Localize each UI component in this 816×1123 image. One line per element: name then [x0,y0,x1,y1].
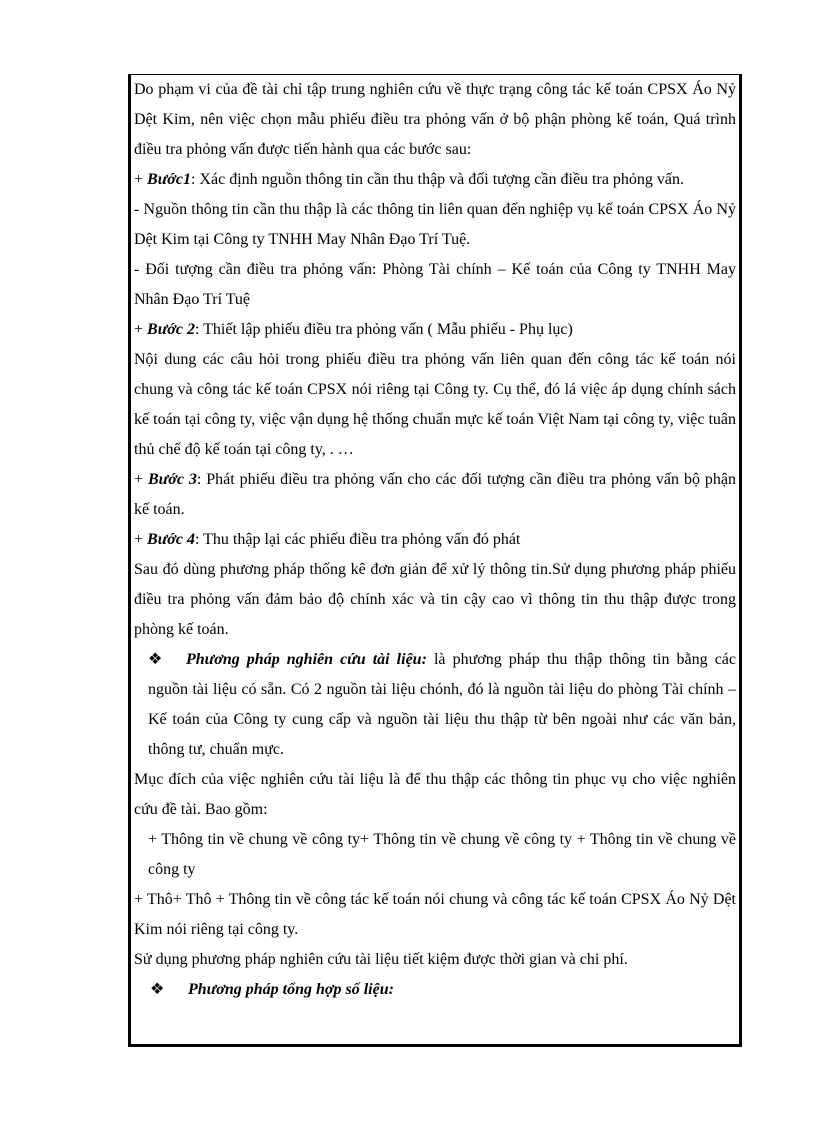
method-docs-text: là phương pháp thu thập thông tin bằng các nguồn tài liệu có sẵn. Có 2 nguồn tài liệu chónh, đó là nguồn tài liệu do phòng Tài chính – Kế toán của Công ty cung cấp và nguồn tài liệu thu thập từ bên ngoài như các văn bản, thông tư, chuẩn mực. [148,651,737,758]
step-2-prefix: + [134,321,148,338]
step-4-prefix: + [134,531,148,548]
step-3-label: Bước 3 [147,471,197,488]
content-paragraph: Nội dung các câu hỏi trong phiếu điều tra phỏng vấn liên quan đến công tác kế toán nói chung và công tác kế toán CPSX nói riêng tại Công ty. Cụ thể, đó lá việc áp dụng chính sách kế toán tại công ty, việc vận dụng hệ thống chuẩn mực kế toán Việt Nam tại công ty, việc tuân thủ chế độ kế toán tại công ty, . … [134,351,736,458]
step-2-label: Bước 2 [147,321,195,338]
step-3-text: : Phát phiếu điều tra phỏng vấn cho các đối tượng cần điều tra phỏng vấn bộ phận kế toán. [134,471,737,518]
source-line: - Nguồn thông tin cần thu thập là các thông tin liên quan đến nghiệp vụ kế toán CPSX Áo Nỷ Dệt Kim tại Công ty TNHH May Nhân Đạo Trí Tuệ. [134,201,736,248]
step-1-label: Bước1 [147,171,191,188]
step-4 [134,525,736,555]
benefit-paragraph: Sử dụng phương pháp nghiên cứu tài liệu tiết kiệm được thời gian và chi phí. [134,951,628,968]
step-1 [134,165,736,195]
diamond-bullet-icon: ❖ [150,981,165,998]
diamond-bullet-icon: ❖ [148,651,163,668]
method-docs-paragraph [134,645,736,765]
step-4-label: Bước 4 [147,531,195,548]
subject-line: - Đối tượng cần điều tra phỏng vấn: Phòng Tài chính – Kế toán của Công ty TNHH May Nhân Đạo Trí Tuệ [134,261,736,308]
step-2-text: : Thiết lập phiếu điều tra phỏng vấn ( Mẫu phiếu - Phụ lục) [194,321,573,338]
step-4-text: : Thu thập lại các phiếu điều tra phỏng vấn đó phát [194,531,521,548]
step-3-prefix: + [134,471,148,488]
step-1-prefix: + [134,171,148,188]
document-body [134,75,736,1005]
method-synthesis-heading [134,975,736,1005]
after-paragraph: Sau đó dùng phương pháp thống kê đơn giản để xử lý thông tin.Sử dụng phương pháp phiếu điều tra phỏng vấn đảm bảo độ chính xác và tin cậy cao vì thông tin thu thập được trong phòng kế toán. [134,561,736,638]
method-docs-title: Phương pháp nghiên cứu tài liệu: [186,651,427,668]
step-1-text: : Xác định nguồn thông tin cần thu thập và đối tượng cần điều tra phỏng vấn. [190,171,685,188]
step-2 [134,315,736,345]
purpose-paragraph: Mục đích của việc nghiên cứu tài liệu là để thu thập các thông tin phục vụ cho việc nghiên cứu đề tài. Bao gồm: [134,771,736,818]
step-3 [134,465,736,525]
intro-paragraph: Do phạm vi của đề tài chỉ tập trung nghiên cứu về thực trạng công tác kế toán CPSX Áo Nỷ Dệt Kim, nên việc chọn mẫu phiếu điều tra phỏng vấn ở bộ phận phòng kế toán, Quá trình điều tra phỏng vấn được tiến hành qua các bước sau: [134,81,736,158]
item-general-info: + Thông tin về chung về công ty+ Thông tin về chung về công ty + Thông tin về chung về công ty [148,831,736,878]
method-synthesis-title: Phương pháp tổng hợp số liệu: [188,981,394,998]
item-accounting-info: + Thô+ Thô + Thông tin về công tác kế toán nói chung và công tác kế toán CPSX Áo Nỷ Dệt Kim nói riêng tại công ty. [134,891,736,938]
